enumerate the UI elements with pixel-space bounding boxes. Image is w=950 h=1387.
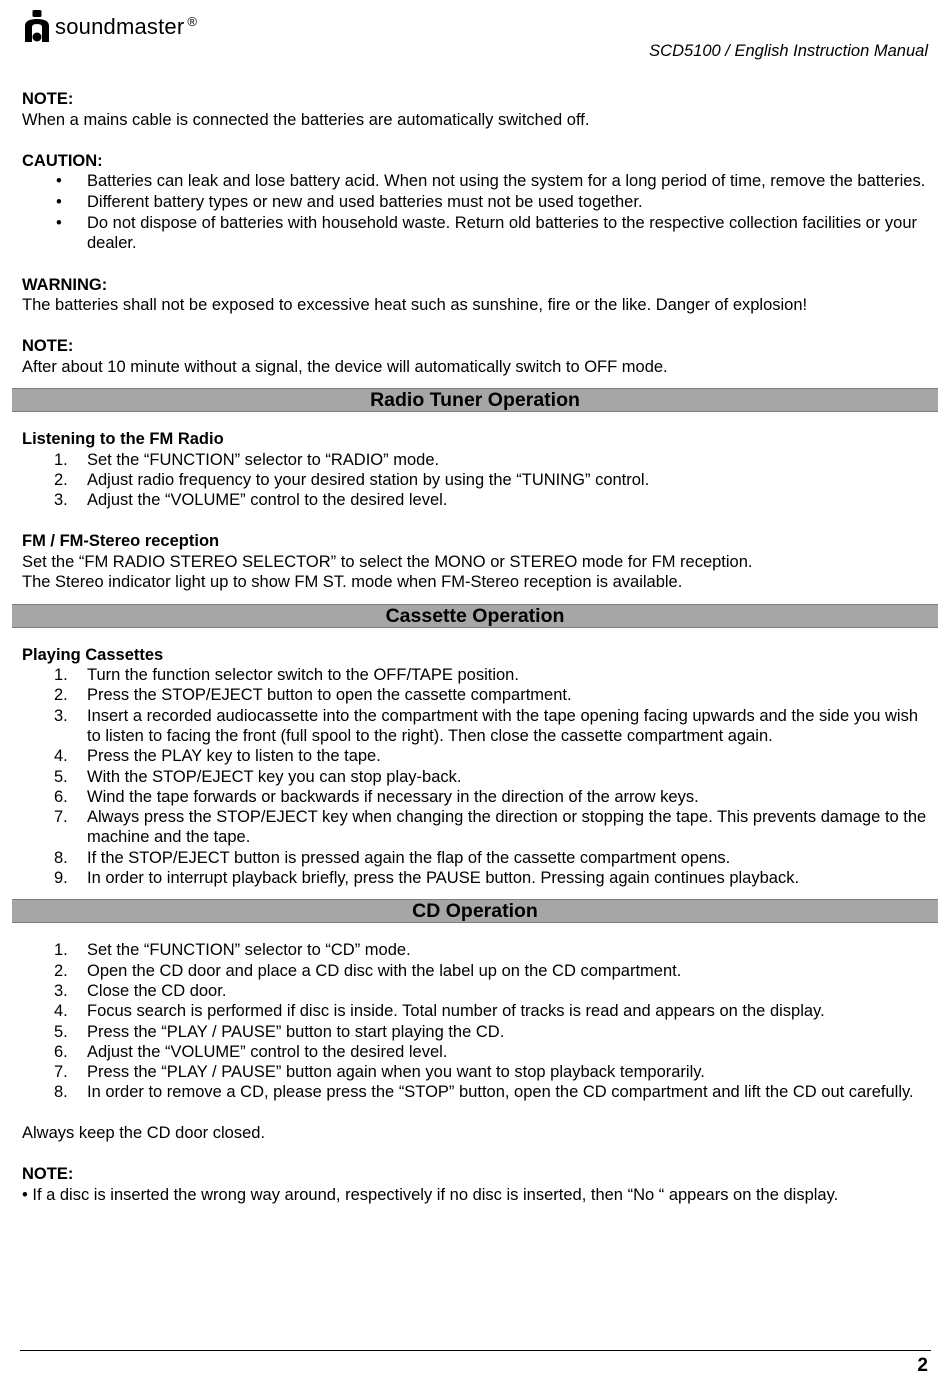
list-item: 5. With the STOP/EJECT key you can stop play-back. <box>54 767 462 786</box>
subsection-label: FM / FM-Stereo reception <box>22 532 220 551</box>
document-title: SCD5100 / English Instruction Manual <box>649 42 928 60</box>
list-item: 3. Adjust the “VOLUME” control to the desired level. <box>54 491 448 510</box>
cassette-steps <box>22 665 928 888</box>
stereo-text: The Stereo indicator light up to show FM ST. mode when FM-Stereo reception is available. <box>22 573 683 592</box>
registered-mark: ® <box>187 14 198 29</box>
section-heading-cassette: Cassette Operation <box>12 604 938 628</box>
list-item: 1. Turn the function selector switch to the OFF/TAPE position. <box>54 666 519 685</box>
list-item: 2. Adjust radio frequency to your desired station by using the “TUNING” control. <box>54 470 650 489</box>
soundmaster-logo-icon <box>22 10 52 44</box>
cd-door-text: Always keep the CD door closed. <box>22 1124 266 1143</box>
page-content <box>22 89 928 1205</box>
list-item: 1. Set the “FUNCTION” selector to “RADIO” mode. <box>54 450 440 469</box>
note-text: After about 10 minute without a signal, the device will automatically switch to OFF mode. <box>22 357 668 376</box>
warning-text: The batteries shall not be exposed to excessive heat such as sunshine, fire or the like. Danger of explosion! <box>22 296 808 315</box>
page-number: 2 <box>917 1355 928 1376</box>
note-label: NOTE: <box>22 337 74 356</box>
footer-divider <box>20 1350 931 1351</box>
section-heading-radio: Radio Tuner Operation <box>12 388 938 412</box>
list-item: 4. Press the PLAY key to listen to the tape. <box>54 747 381 766</box>
list-item: 2. Open the CD door and place a CD disc with the label up on the CD compartment. <box>54 961 682 980</box>
caution-list <box>22 171 928 254</box>
warning-label: WARNING: <box>22 275 108 294</box>
list-item: 3. Close the CD door. <box>54 981 227 1000</box>
list-item: 6. Wind the tape forwards or backwards if necessary in the direction of the arrow keys. <box>54 787 699 806</box>
brand-logo <box>22 10 197 44</box>
page-header <box>22 10 928 60</box>
list-item: 2. Press the STOP/EJECT button to open the cassette compartment. <box>54 686 572 705</box>
note-text: • If a disc is inserted the wrong way around, respectively if no disc is inserted, then “No “ appears on the display. <box>22 1185 839 1204</box>
brand-name: soundmaster ® <box>55 14 198 39</box>
list-item: 7. Always press the STOP/EJECT key when changing the direction or stopping the tape. This prevents damage to the machine and the tape. <box>54 808 927 847</box>
radio-steps <box>22 450 928 511</box>
list-item: 6. Adjust the “VOLUME” control to the desired level. <box>54 1042 448 1061</box>
note-label: NOTE: <box>22 1165 74 1184</box>
subsection-label: Playing Cassettes <box>22 645 164 664</box>
note-label: NOTE: <box>22 90 74 108</box>
list-item: 8. In order to remove a CD, please press the “STOP” button, open the CD compartment and lift the CD out carefully. <box>54 1083 914 1102</box>
subsection-label: Listening to the FM Radio <box>22 430 224 449</box>
cd-steps <box>22 940 928 1102</box>
note-text: When a mains cable is connected the batteries are automatically switched off. <box>22 110 590 129</box>
caution-item: • Different battery types or new and used batteries must not be used together. <box>22 192 928 213</box>
caution-item: • Do not dispose of batteries with household waste. Return old batteries to the respective collection facilities or your dealer. <box>22 213 928 255</box>
list-item: 5. Press the “PLAY / PAUSE” button to start playing the CD. <box>54 1022 505 1041</box>
list-item: 8. If the STOP/EJECT button is pressed again the flap of the cassette compartment opens. <box>54 848 731 867</box>
list-item: 9. In order to interrupt playback briefly, press the PAUSE button. Pressing again continues playback. <box>54 869 800 888</box>
stereo-text: Set the “FM RADIO STEREO SELECTOR” to select the MONO or STEREO mode for FM reception. <box>22 552 753 571</box>
caution-label: CAUTION: <box>22 151 103 170</box>
section-heading-cd: CD Operation <box>12 899 938 923</box>
list-item: 7. Press the “PLAY / PAUSE” button again when you want to stop playback temporarily. <box>54 1063 705 1082</box>
caution-item: • Batteries can leak and lose battery acid. When not using the system for a long period of time, remove the batteries. <box>22 171 928 192</box>
list-item: 3. Insert a recorded audiocassette into the compartment with the tape opening facing upwards and the side you wish to listen to facing the front (full spool to the right). Then close the cassette compartment again. <box>54 706 919 745</box>
list-item: 4. Focus search is performed if disc is inside. Total number of tracks is read and appears on the display. <box>54 1002 825 1021</box>
list-item: 1. Set the “FUNCTION” selector to “CD” mode. <box>54 941 411 960</box>
